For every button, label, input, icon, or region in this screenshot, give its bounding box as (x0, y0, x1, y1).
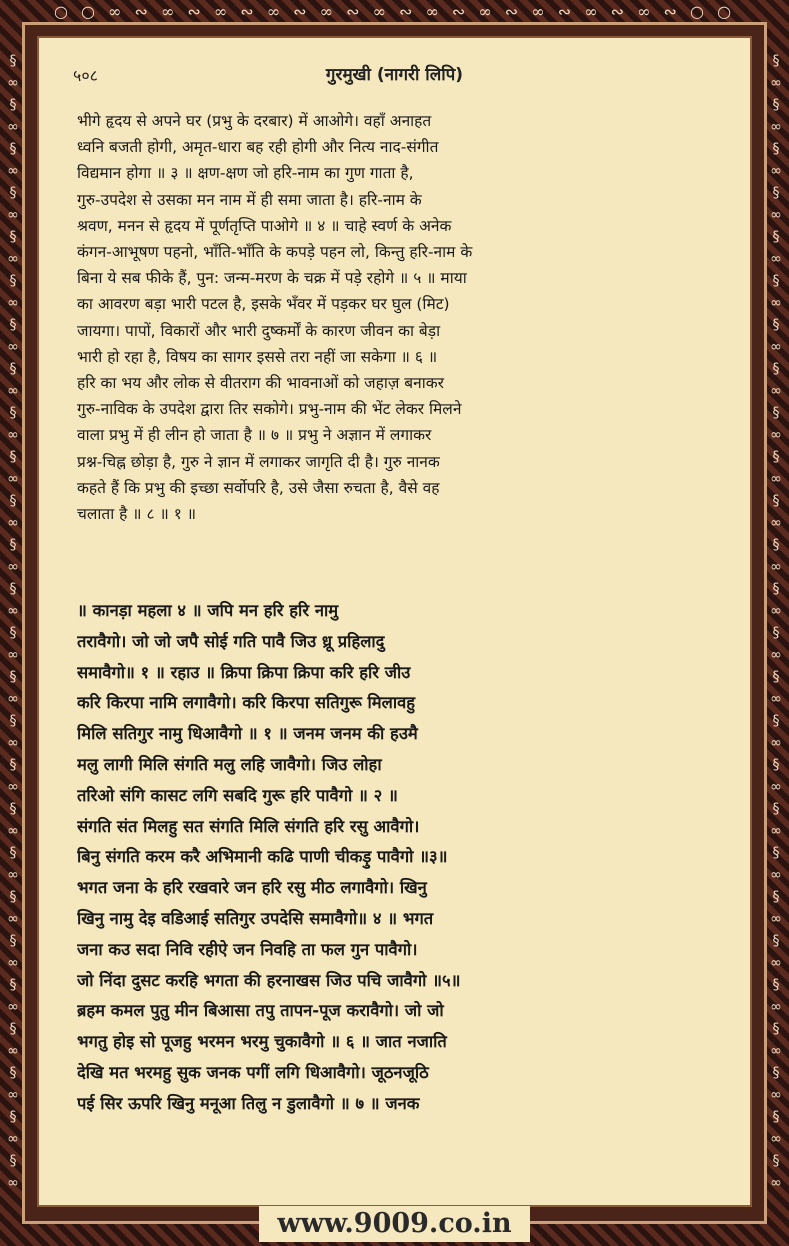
book-page (37, 36, 752, 1207)
website-link[interactable]: www.9009.co.in (259, 1206, 529, 1242)
hindi-line: गुरु-उपदेश से उसका मन नाम में ही समा जाता है। हरि-नाम के (77, 190, 422, 209)
page-title: गुरमुखी (नागरी लिपि) (325, 65, 464, 85)
verse-line: समावैगो॥ १ ॥ रहाउ ॥ क्रिपा क्रिपा क्रिपा करि हरि जीउ (77, 662, 411, 682)
verse-line: तरावैगो। जो जो जपै सोई गति पावै जिउ ध्रू प्रहिलादु (77, 631, 385, 651)
hindi-line: चलाता है ॥ ८ ॥ १ ॥ (77, 505, 196, 524)
right-ornament: § ∞ § ∞ § ∞ § ∞ § ∞ § ∞ § ∞ § ∞ § ∞ § ∞ § ∞ § ∞ § ∞ § ∞ § ∞ § ∞ § ∞ § ∞ § ∞ § ∞ § ∞ § ∞ § ∞ § ∞ § ∞ § ∞ (770, 53, 782, 1191)
verse-line: भगत जना के हरि रखवारे जन हरि रसु मीठ लगावैगो। खिनु (77, 878, 427, 898)
verse-line: जो निंदा दुसट करहि भगता की हरनाखस जिउ पचि जावैगो ॥५॥ (77, 970, 461, 990)
verse-line: ब्रहम कमल पुतु मीन बिआसा तपु तापन-पूज करावैगो। जो जो (77, 1001, 444, 1021)
verse-line: बिनु संगति करम करै अभिमानी कढि पाणी चीकड़ु पावैगो ॥३॥ (77, 847, 448, 867)
verse-line: भगतु होइ सो पूजहु भरमन भरमु चुकावैगो ॥ ६ ॥ जात नजाति (77, 1032, 447, 1052)
hindi-line: ध्वनि बजती होगी, अमृत-धारा बह रही होगी और नित्य नाद-संगीत (77, 138, 439, 157)
hindi-line: कहते हैं कि प्रभु की इच्छा सर्वोपरि है, उसे जैसा रुचता है, वैसे वह (77, 478, 440, 497)
hindi-line: गुरु-नाविक के उपदेश द्वारा तिर सकोगे। प्रभु-नाम की भेंट लेकर मिलने (77, 400, 462, 419)
verse-line: मलु लागी मिलि संगति मलु लहि जावैगो। जिउ लोहा (77, 754, 382, 774)
hindi-line: वाला प्रभु में ही लीन हो जाता है ॥ ७ ॥ प्रभु ने अज्ञान में लगाकर (77, 426, 432, 445)
verse-line: खिनु नामु देइ वडिआई सतिगुर उपदेसि समावैगो॥ ४ ॥ भगत (77, 908, 434, 928)
top-ornament: ○ ○ ∞ ∾ ∞ ∾ ∞ ∾ ∞ ∾ ∞ ∾ ∞ ∾ ∞ ∾ ∞ ∾ ∞ ∾ ∞ ∾ ∞ ∾ ○ ○ (53, 2, 736, 21)
hindi-line: भीगे हृदय से अपने घर (प्रभु के दरबार) में आओगे। वहाँ अनाहत (77, 112, 432, 130)
hindi-line: विद्यमान होगा ॥ ३ ॥ क्षण-क्षण जो हरि-नाम का गुण गाता है, (77, 164, 414, 183)
hindi-line: हरि का भय और लोक से वीतराग की भावनाओं को जहाज़ बनाकर (77, 374, 445, 393)
page-number: ५०८ (73, 66, 98, 85)
page-footer (0, 1206, 789, 1242)
verse-line: मिलि सतिगुर नामु धिआवैगो ॥ १ ॥ जनम जनम की हउमै (77, 724, 418, 744)
hindi-commentary (77, 108, 737, 527)
verse-line: देखि मत भरमहु सुक जनक पगीं लगि धिआवैगो। जूठनजूठि (77, 1062, 429, 1082)
hindi-line: भारी हो रहा है, विषय का सागर इससे तरा नहीं जा सकेगा ॥ ६ ॥ (77, 347, 438, 366)
hindi-line: जायगा। पापों, विकारों और भारी दुष्कर्मों के कारण जीवन का बेड़ा (77, 321, 441, 340)
hindi-line: बिना ये सब फीके हैं, पुन: जन्म-मरण के चक्र में पड़े रहोगे ॥ ५ ॥ माया (77, 269, 467, 288)
verse-line: संगति संत मिलहु सत संगति मिलि संगति हरि रसु आवैगो। (77, 816, 420, 836)
gurmukhi-verse (77, 596, 737, 1120)
page-header (39, 58, 750, 88)
left-ornament: § ∞ § ∞ § ∞ § ∞ § ∞ § ∞ § ∞ § ∞ § ∞ § ∞ § ∞ § ∞ § ∞ § ∞ § ∞ § ∞ § ∞ § ∞ § ∞ § ∞ § ∞ § ∞ § ∞ § ∞ § ∞ § ∞ (7, 53, 19, 1191)
verse-line: पई सिर ऊपरि खिनु मनूआ तिलु न डुलावैगो ॥ ७ ॥ जनक (77, 1093, 420, 1113)
hindi-line: कंगन-आभूषण पहनो, भाँति-भाँति के कपड़े पहन लो, किन्तु हरि-नाम के (77, 243, 473, 262)
hindi-line: प्रश्न-चिह्न छोड़ा है, गुरु ने ज्ञान में लगाकर जागृति दी है। गुरु नानक (77, 452, 440, 471)
verse-line: जना कउ सदा निवि रहीऐ जन निवहि ता फल गुन पावैगो। (77, 939, 418, 959)
hindi-line: का आवरण बड़ा भारी पटल है, इसके भँवर में पड़कर घर घुल (मिट) (77, 295, 450, 314)
hindi-line: श्रवण, मनन से हृदय में पूर्णतृप्ति पाओगे ॥ ४ ॥ चाहे स्वर्ण के अनेक (77, 216, 452, 235)
verse-line: ॥ कानड़ा महला ४ ॥ जपि मन हरि हरि नामु (77, 601, 339, 620)
verse-line: तरिओ संगि कासट लगि सबदि गुरू हरि पावैगो ॥ २ ॥ (77, 785, 398, 805)
verse-line: करि किरपा नामि लगावैगो। करि किरपा सतिगुरू मिलावहु (77, 693, 416, 713)
